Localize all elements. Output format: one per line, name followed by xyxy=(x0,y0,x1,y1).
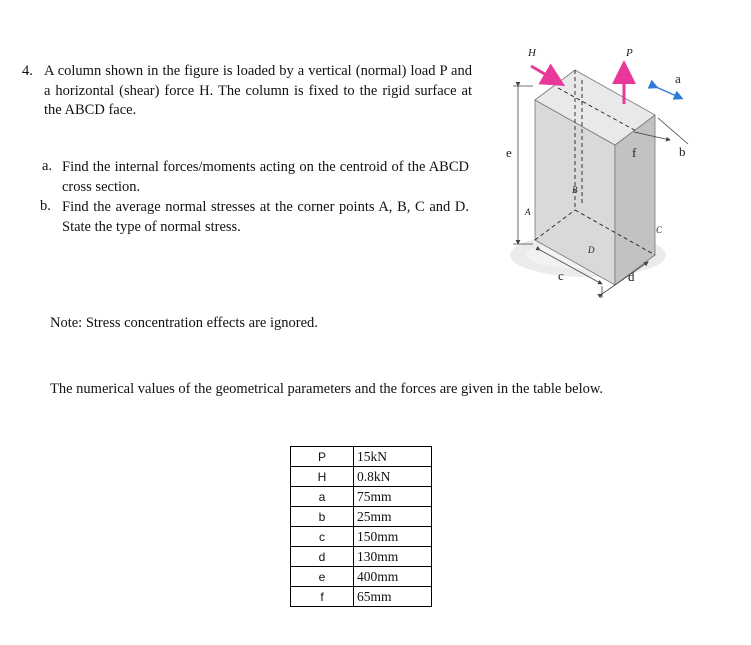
param-symbol: c xyxy=(291,527,354,547)
label-e-dim: e xyxy=(506,145,512,160)
question-text: A column shown in the figure is loaded by a vertical (normal) load P and a horizontal (shear) force H. The column is fixed to the rigid surface at the ABCD face. xyxy=(44,63,472,118)
note: Note: Stress concentration effects are ignored. xyxy=(50,315,318,331)
subquestion-a-text: Find the internal forces/moments acting on the centroid of the ABCD cross section. xyxy=(62,159,469,195)
param-value: 15kN xyxy=(354,447,432,467)
label-p: P xyxy=(626,47,633,59)
label-b-dim: b xyxy=(679,144,686,159)
column-figure xyxy=(498,40,698,305)
param-value: 75mm xyxy=(354,487,432,507)
subquestion-b-text: Find the average normal stresses at the corner points A, B, C and D. State the type of normal stress. xyxy=(62,199,469,235)
dimension-a-arrow xyxy=(656,87,681,98)
label-corner-a: A xyxy=(525,207,531,217)
table-row xyxy=(291,527,432,547)
table-row xyxy=(291,547,432,567)
param-symbol: b xyxy=(291,507,354,527)
label-corner-b: B xyxy=(572,185,578,195)
param-value: 0.8kN xyxy=(354,467,432,487)
subquestion-b-letter: b. xyxy=(40,198,51,214)
param-value: 130mm xyxy=(354,547,432,567)
param-symbol: e xyxy=(291,567,354,587)
label-corner-d: D xyxy=(588,245,595,255)
table-row xyxy=(291,567,432,587)
param-value: 150mm xyxy=(354,527,432,547)
table-row xyxy=(291,467,432,487)
label-f-dim: f xyxy=(632,145,637,160)
label-a-dim: a xyxy=(675,71,681,86)
param-symbol: f xyxy=(291,587,354,607)
subquestion-a-letter: a. xyxy=(42,158,53,174)
label-h: H xyxy=(528,47,536,59)
table-row xyxy=(291,507,432,527)
param-symbol: H xyxy=(291,467,354,487)
table-row xyxy=(291,587,432,607)
question-number: 4. xyxy=(22,63,33,79)
label-corner-c: C xyxy=(656,225,663,235)
param-value: 25mm xyxy=(354,507,432,527)
table-row xyxy=(291,447,432,467)
label-c-dim: c xyxy=(558,268,564,283)
table-intro: The numerical values of the geometrical parameters and the forces are given in the table below. xyxy=(50,381,604,397)
param-symbol: P xyxy=(291,447,354,467)
parameter-table xyxy=(290,446,432,607)
param-symbol: a xyxy=(291,487,354,507)
table-row xyxy=(291,487,432,507)
force-h-arrow xyxy=(531,66,560,83)
param-value: 400mm xyxy=(354,567,432,587)
label-d-dim: d xyxy=(628,269,635,284)
param-symbol: d xyxy=(291,547,354,567)
param-value: 65mm xyxy=(354,587,432,607)
